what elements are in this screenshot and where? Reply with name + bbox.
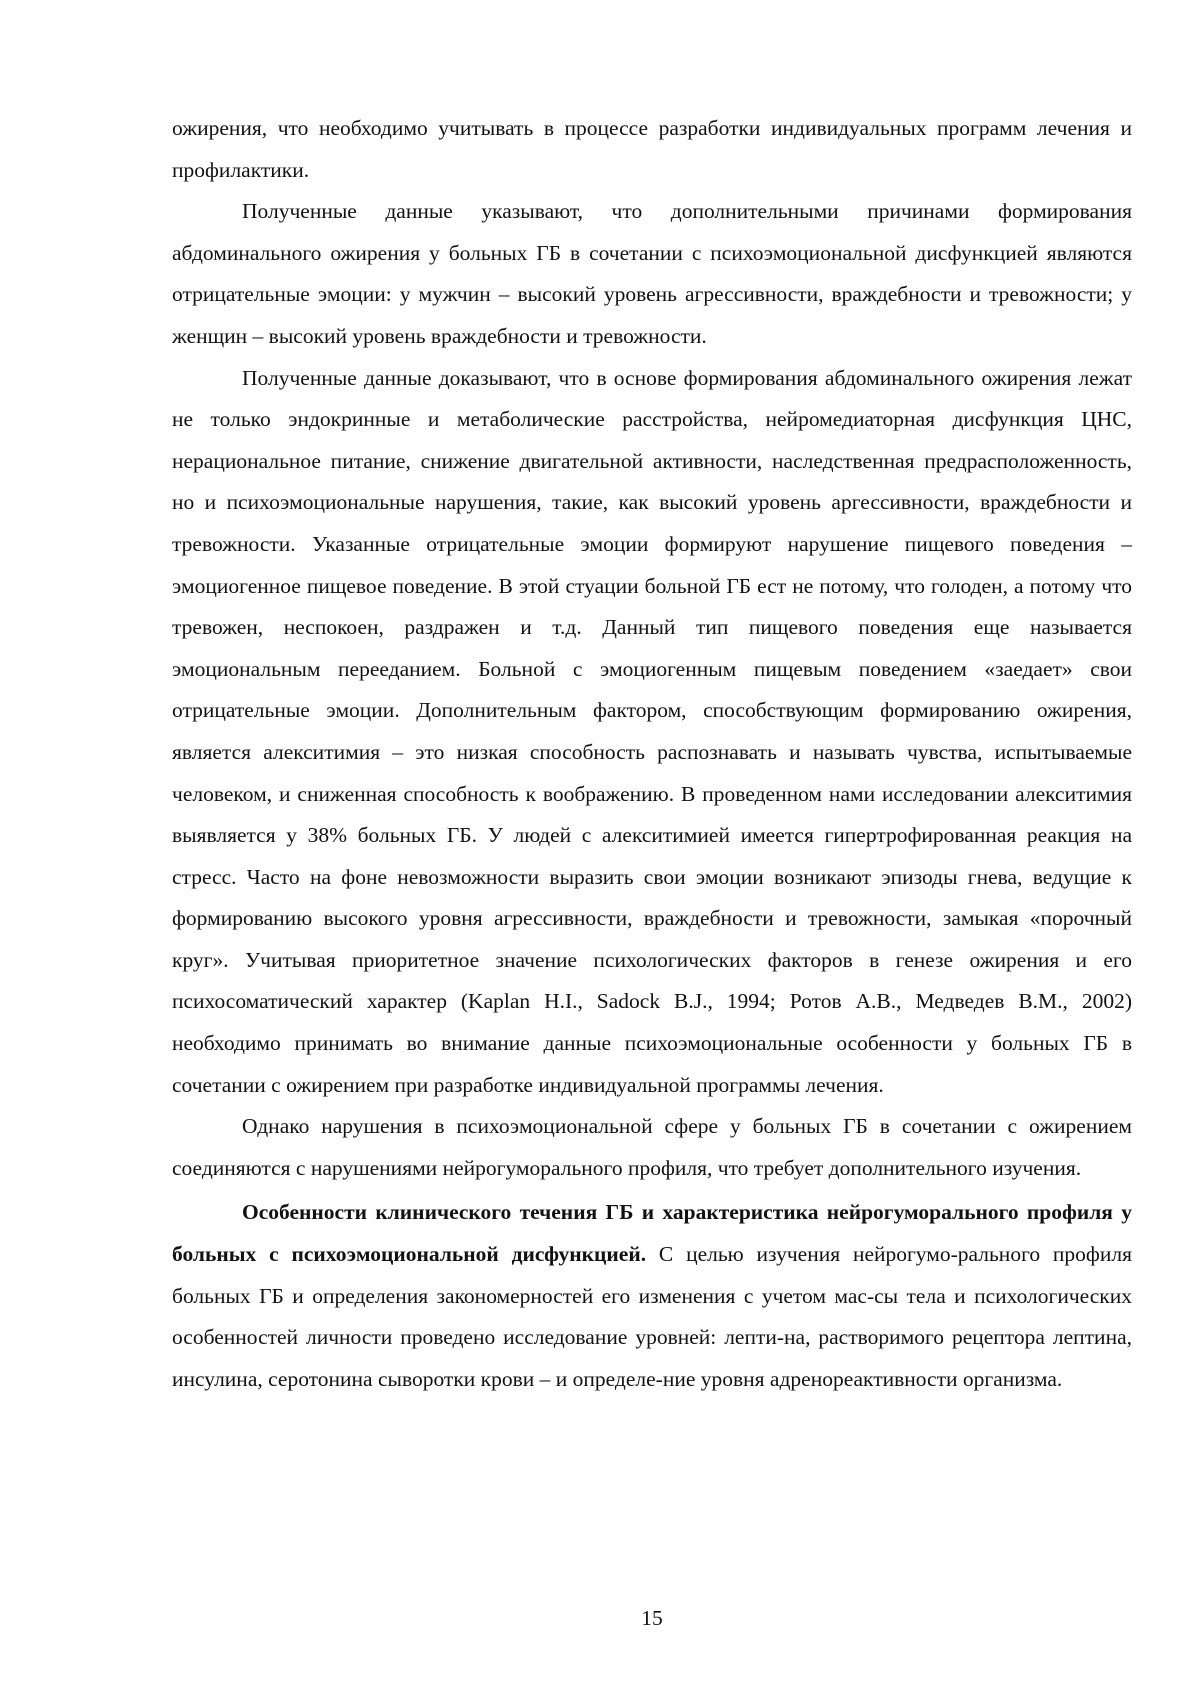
- page-body: [172, 108, 1132, 1400]
- section-paragraph: [172, 1192, 1132, 1400]
- paragraph-obesity-causes: Полученные данные доказывают, что в основе формирования абдоминального ожирения лежат не только эндокринные и метаболические расстройства, нейромедиаторная дисфункция ЦНС, нерациональное питание, снижение двигательной активности, наследственная предрасположенность, но и психоэмоциональные нарушения, такие, как высокий уровень аргессивности, враждебности и тревожности. Указанные отрицательные эмоции формируют нарушение пищевого поведения – эмоциогенное пищевое поведение. В этой стуации больной ГБ ест не потому, что голоден, а потому что тревожен, неспокоен, раздражен и т.д. Данный тип пищевого поведения еще называется эмоциональным перееданием. Больной с эмоциогенным пищевым поведением «заедает» свои отрицательные эмоции. Дополнительным фактором, способствующим формированию ожирения, является алекситимия – это низкая способность распознавать и называть чувства, испытываемые человеком, и сниженная способность к воображению. В проведенном нами исследовании алекситимия выявляется у 38% больных ГБ. У людей с алекситимией имеется гипертрофированная реакция на стресс. Часто на фоне невозможности выразить свои эмоции возникают эпизоды гнева, ведущие к формированию высокого уровня агрессивности, враждебности и тревожности, замыкая «порочный круг». Учитывая приоритетное значение психологических факторов в генезе ожирения и его психосоматический характер (Kaplan H.I., Sadock B.J., 1994; Ротов А.В., Медведев В.М., 2002) необходимо принимать во внимание данные психоэмоциональные особенности у больных ГБ в сочетании с ожирением при разработке индивидуальной программы лечения.: [172, 365, 1132, 1097]
- section-body-text: С целью изучения нейрогумо-рального профиля больных ГБ и определения закономерностей его изменения с учетом мас-сы тела и психологических особенностей личности проведено исследование уровней: лепти-на, растворимого рецептора лептина, инсулина, серотонина сыворотки крови – и определе-ние уровня адренореактивности организма.: [172, 1242, 1132, 1391]
- page-number: 15: [641, 1606, 663, 1630]
- section-heading: Особенности клинического течения ГБ и характеристика нейрогуморального профиля у больных с психоэмоциональной дисфункцией.: [172, 1200, 1132, 1267]
- paragraph-neurohumoral-note: Однако нарушения в психоэмоциональной сфере у больных ГБ в сочетании с ожирением соединяются с нарушениями нейрогуморального профиля, что требует дополнительного изучения.: [172, 1114, 1132, 1180]
- paragraph-negative-emotions: Полученные данные указывают, что дополнительными причинами формирования абдоминального ожирения у больных ГБ в сочетании с психоэмоциональной дисфункцией являются отрицательные эмоции: у мужчин – высокий уровень агрессивности, враждебности и тревожности; у женщин – высокий уровень враждебности и тревожности.: [172, 199, 1132, 348]
- paragraph-continuation: ожирения, что необходимо учитывать в процессе разработки индивидуальных программ лечения и профилактики.: [172, 116, 1132, 182]
